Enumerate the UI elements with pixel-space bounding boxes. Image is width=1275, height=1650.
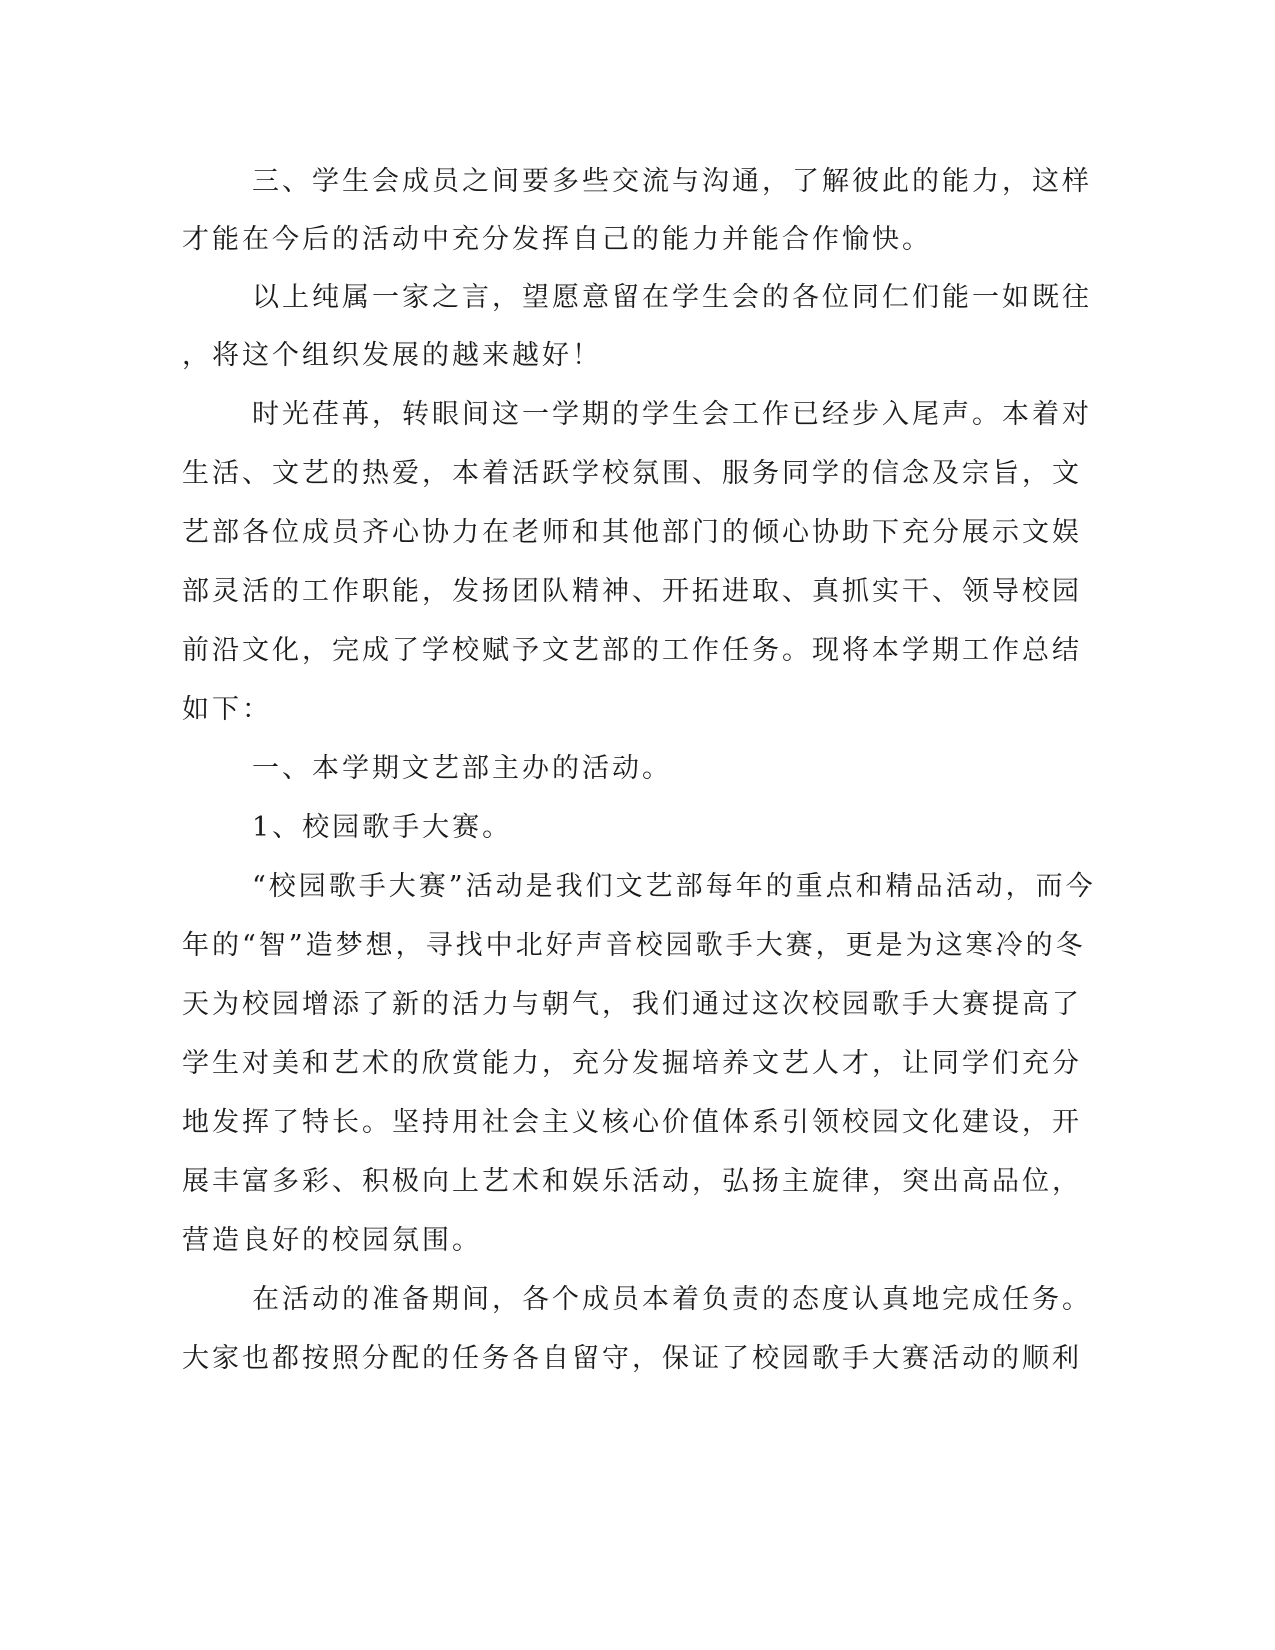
section-heading: 一、本学期文艺部主办的活动。 <box>252 753 672 784</box>
text-line: 如下： <box>182 694 272 725</box>
text-line: 天为校园增添了新的活力与朝气，我们通过这次校园歌手大赛提高了 <box>182 989 1082 1020</box>
text-line: 大家也都按照分配的任务各自留守，保证了校园歌手大赛活动的顺利 <box>182 1343 1082 1374</box>
text-line: 才能在今后的活动中充分发挥自己的能力并能合作愉快。 <box>182 224 932 255</box>
text-line: 营造良好的校园氛围。 <box>182 1225 482 1256</box>
text-line: 艺部各位成员齐心协力在老师和其他部门的倾心协助下充分展示文娱 <box>182 517 1082 548</box>
text-line: 三、学生会成员之间要多些交流与沟通，了解彼此的能力，这样 <box>252 166 1092 197</box>
subsection-heading: 1、校园歌手大赛。 <box>252 812 513 843</box>
text-line: 部灵活的工作职能，发扬团队精神、开拓进取、真抓实干、领导校园 <box>182 576 1082 607</box>
text-line: 年的“智”造梦想，寻找中北好声音校园歌手大赛，更是为这寒冷的冬 <box>182 930 1086 961</box>
text-line: ，将这个组织发展的越来越好！ <box>182 340 602 371</box>
text-line: 前沿文化，完成了学校赋予文艺部的工作任务。现将本学期工作总结 <box>182 635 1082 666</box>
text-line: 时光荏苒，转眼间这一学期的学生会工作已经步入尾声。本着对 <box>252 399 1092 430</box>
text-line: “校园歌手大赛”活动是我们文艺部每年的重点和精品活动，而今 <box>252 871 1096 902</box>
text-line: 在活动的准备期间，各个成员本着负责的态度认真地完成任务。 <box>252 1284 1092 1315</box>
text-line: 以上纯属一家之言，望愿意留在学生会的各位同仁们能一如既往 <box>252 282 1092 313</box>
text-line: 学生对美和艺术的欣赏能力，充分发掘培养文艺人才，让同学们充分 <box>182 1048 1082 1079</box>
text-line: 展丰富多彩、积极向上艺术和娱乐活动，弘扬主旋律，突出高品位， <box>182 1166 1082 1197</box>
text-line: 地发挥了特长。坚持用社会主义核心价值体系引领校园文化建设，开 <box>182 1107 1082 1138</box>
text-line: 生活、文艺的热爱，本着活跃学校氛围、服务同学的信念及宗旨，文 <box>182 458 1082 489</box>
